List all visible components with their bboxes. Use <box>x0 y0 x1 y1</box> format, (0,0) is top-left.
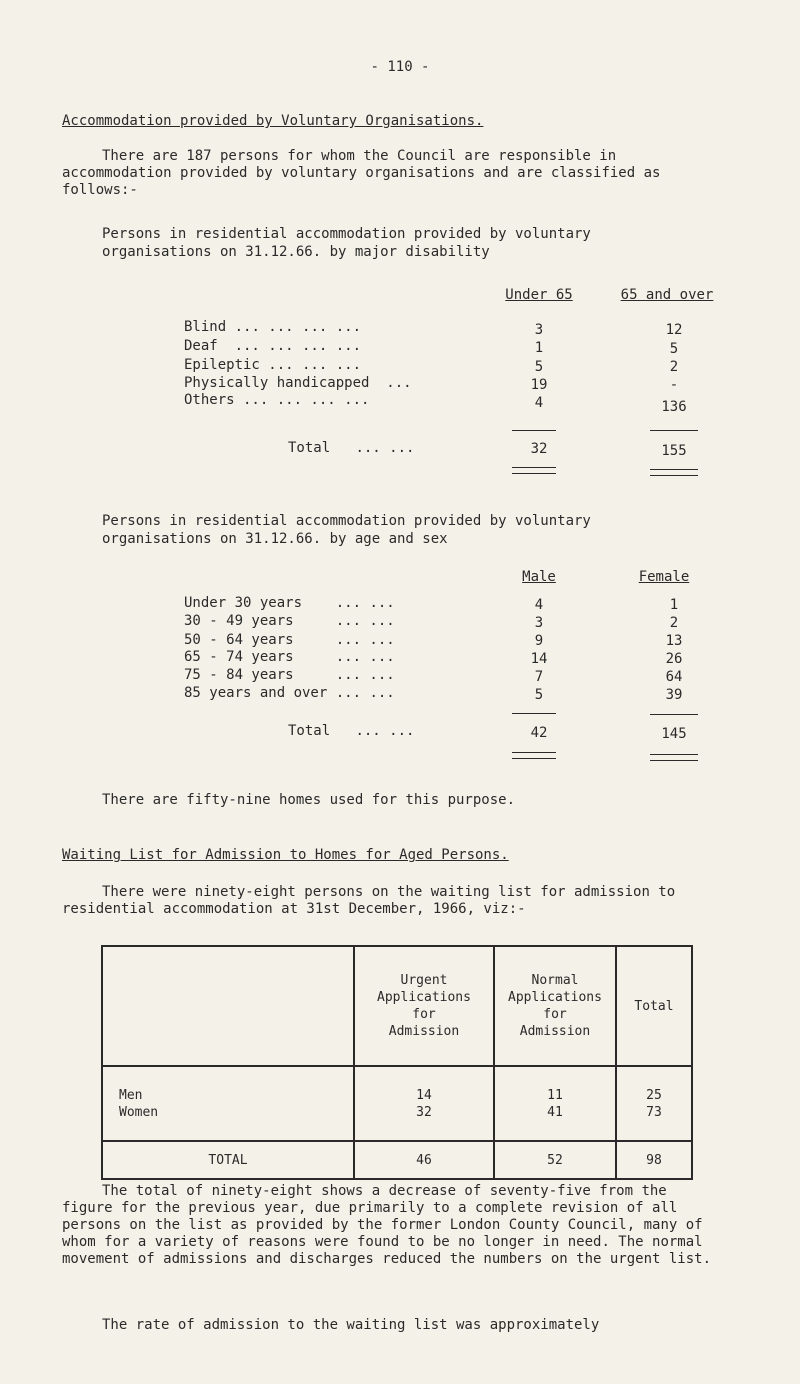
table1-total-65-over: 155 <box>661 443 687 459</box>
page-number: - 110 - <box>370 59 430 75</box>
value-urgent-women: 32 <box>416 1104 432 1120</box>
header-normal-line: for <box>543 1007 567 1022</box>
row-label: Epileptic ... ... ... <box>184 357 362 373</box>
table2-header-male: Male <box>522 569 556 585</box>
table-header-row <box>102 946 692 1066</box>
header-total: Total <box>616 946 692 1066</box>
value-male: 5 <box>534 687 544 703</box>
row-label: Blind ... ... ... ... <box>184 319 362 335</box>
row-label: 50 - 64 years ... ... <box>184 632 395 648</box>
value-male: 3 <box>534 615 544 631</box>
value-male: 14 <box>530 651 548 667</box>
table1-rule-65-over <box>650 430 698 431</box>
normal-values <box>494 1066 616 1141</box>
value-under65: 1 <box>534 340 544 356</box>
section-heading-waiting-list: Waiting List for Admission to Homes for Aged Persons. <box>62 847 509 863</box>
header-urgent-line: for <box>412 1007 436 1022</box>
row-label-men: Men <box>119 1087 143 1103</box>
waiting-list-intro: There were ninety-eight persons on the waiting list for admission to residential accommodation at 31st December, 1966, viz:- <box>62 884 676 917</box>
row-label: 30 - 49 years ... ... <box>184 613 395 629</box>
table1-total-label: Total ... ... <box>288 440 415 456</box>
row-labels <box>102 1066 354 1141</box>
header-urgent <box>354 946 494 1066</box>
value-under65: 19 <box>530 377 548 393</box>
waiting-list-table <box>101 945 693 1180</box>
total-urgent: 46 <box>354 1141 494 1179</box>
total-normal: 52 <box>494 1141 616 1179</box>
header-normal-line: Admission <box>519 1024 591 1039</box>
table2-rule-female <box>650 714 698 715</box>
row-label: 75 - 84 years ... ... <box>184 667 395 683</box>
value-female: 64 <box>665 669 683 685</box>
table1-rule-under65 <box>512 430 556 431</box>
value-under65: 4 <box>534 395 544 411</box>
header-normal-line: Applications <box>508 990 602 1005</box>
table2-rule-male <box>512 713 556 714</box>
value-female: 39 <box>665 687 683 703</box>
total-values <box>616 1066 692 1141</box>
row-label: Deaf ... ... ... ... <box>184 338 362 354</box>
closing-paragraph: The total of ninety-eight shows a decrease of seventy-five from the figure for the previous year, due primarily to a complete revision of all persons on the list as provided by the former London County Council, many of whom for a variety of reasons were found to be no longer in need. The normal movement of admissions and discharges reduced the numbers on the urgent list. <box>62 1183 712 1267</box>
table-body-row <box>102 1066 692 1141</box>
table1-caption-line2: organisations on 31.12.66. by major disability <box>102 244 490 260</box>
table1-double-rule <box>650 469 698 476</box>
value-male: 9 <box>534 633 544 649</box>
urgent-values <box>354 1066 494 1141</box>
value-65-over: 12 <box>665 322 683 338</box>
table-total-row <box>102 1141 692 1179</box>
row-label: 65 - 74 years ... ... <box>184 649 395 665</box>
value-female: 26 <box>665 651 683 667</box>
value-65-over: 2 <box>669 359 679 375</box>
value-total-men: 25 <box>646 1087 662 1103</box>
total-total: 98 <box>616 1141 692 1179</box>
intro-paragraph: There are 187 persons for whom the Council are responsible in accommodation provided by voluntary organisations and are classified as follows:- <box>62 148 661 198</box>
table2-total-male: 42 <box>530 725 548 741</box>
table2-double-rule <box>650 754 698 761</box>
value-65-over: - <box>669 377 679 393</box>
header-urgent-line: Applications <box>377 990 471 1005</box>
header-normal <box>494 946 616 1066</box>
table1-header-65-over: 65 and over <box>620 287 714 303</box>
row-label: 85 years and over ... ... <box>184 685 395 701</box>
row-label-women: Women <box>119 1104 159 1120</box>
table1-caption-line1: Persons in residential accommodation provided by voluntary <box>102 226 591 242</box>
value-urgent-men: 14 <box>416 1087 432 1103</box>
value-total-women: 73 <box>646 1104 662 1120</box>
value-normal-women: 41 <box>547 1104 563 1120</box>
homes-note: There are fifty-nine homes used for this purpose. <box>102 792 516 808</box>
row-label: Physically handicapped ... <box>184 375 412 391</box>
row-label: Others ... ... ... ... <box>184 392 370 408</box>
value-male: 4 <box>534 597 544 613</box>
final-line: The rate of admission to the waiting list was approximately <box>102 1317 600 1333</box>
table1-total-under65: 32 <box>530 441 548 457</box>
value-under65: 5 <box>534 359 544 375</box>
table1-double-rule <box>512 467 556 474</box>
table2-total-female: 145 <box>661 726 687 742</box>
total-row-label: TOTAL <box>102 1141 354 1179</box>
value-female: 13 <box>665 633 683 649</box>
table2-total-label: Total ... ... <box>288 723 415 739</box>
header-urgent-line: Urgent <box>400 973 448 988</box>
row-label: Under 30 years ... ... <box>184 595 395 611</box>
header-normal-line: Normal <box>531 973 579 988</box>
table2-double-rule <box>512 752 556 759</box>
header-urgent-line: Admission <box>388 1024 460 1039</box>
value-under65: 3 <box>534 322 544 338</box>
table1-header-under65: Under 65 <box>505 287 573 303</box>
table2-caption-line1: Persons in residential accommodation provided by voluntary <box>102 513 591 529</box>
table2-header-female: Female <box>638 569 690 585</box>
header-blank-cell <box>102 946 354 1066</box>
value-65-over: 136 <box>661 399 687 415</box>
value-female: 1 <box>669 597 679 613</box>
value-65-over: 5 <box>669 341 679 357</box>
value-normal-men: 11 <box>547 1087 563 1103</box>
table2-caption-line2: organisations on 31.12.66. by age and sex <box>102 531 448 547</box>
value-female: 2 <box>669 615 679 631</box>
section-heading-voluntary: Accommodation provided by Voluntary Organisations. <box>62 113 484 129</box>
value-male: 7 <box>534 669 544 685</box>
